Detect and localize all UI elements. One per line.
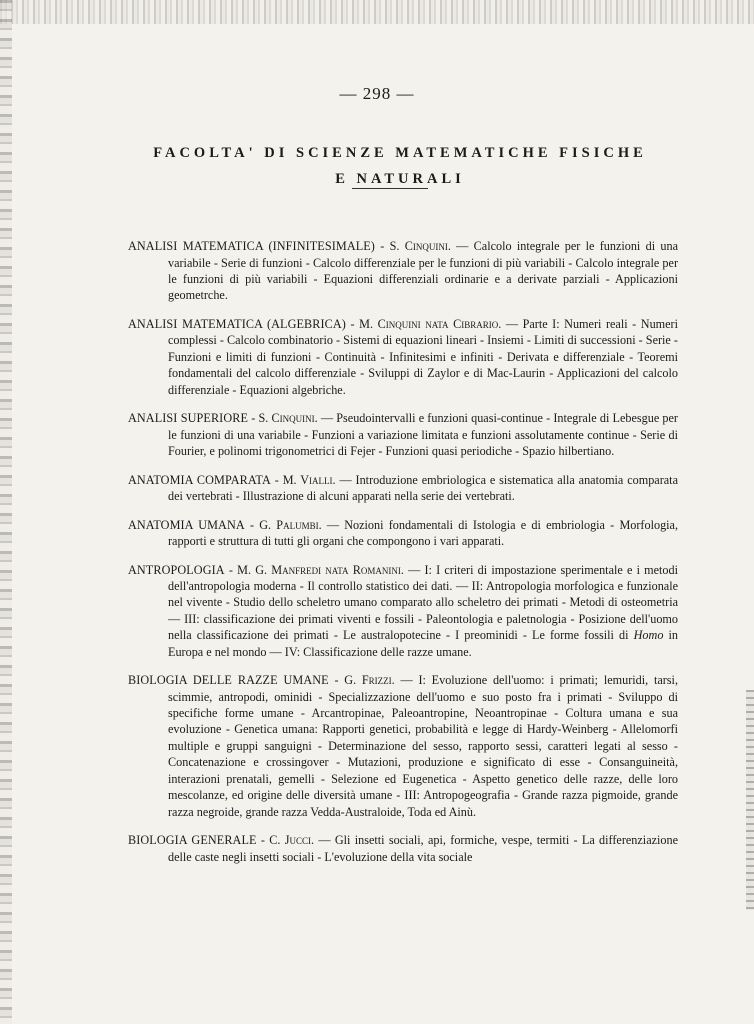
course-teacher: M. Cinquini nata Cibrario. — [359, 317, 502, 331]
course-entry-biologia-generale — [128, 832, 678, 865]
course-entry-analisi-infinitesimale — [128, 238, 678, 304]
course-separator: - — [248, 411, 259, 426]
course-entry-antropologia — [128, 562, 678, 660]
course-separator: - — [256, 833, 270, 848]
course-separator: - — [224, 562, 238, 577]
course-content-after-italic: in Europa e nel mondo — IV: Classificazione delle razze umane. — [168, 628, 678, 659]
course-content: — Nozioni fondamentali di Istologia e di embriologia - Morfologia, rapporti e struttura di tutti gli organi che compongono i vari apparati. — [168, 517, 679, 549]
course-content: — Pseudointervalli e funzioni quasi-continue - Integrale di Lebesgue per le funzioni di una variabile - Funzioni a variazione limitata e funzioni assolutamente continue - Serie di Fourier, e polinomi trigonometrici di Fejer - Funzioni quasi periodiche - Spazio hilbertiano. — [168, 411, 678, 459]
course-content: — Calcolo integrale per le funzioni di una variabile - Serie di funzioni - Calcolo differenziale per le funzioni di più variabili - Calcolo integrale per le funzioni di più variabili - Equazioni differenziali ordinarie e a derivate parziali - Applicazioni geometrche. — [168, 239, 678, 303]
faculty-heading-line-2: E NATURALI — [335, 171, 465, 187]
course-teacher: C. Jucci. — [269, 833, 315, 848]
course-subject: ANALISI MATEMATICA (ALGEBRICA) — [128, 317, 346, 331]
course-content: — Introduzione embriologica e sistematica alla anatomia comparata dei vertebrati - Illustrazione di alcuni apparati nella serie dei vertebrati. — [168, 472, 678, 504]
faculty-heading-line-1: FACOLTA' DI SCIENZE MATEMATICHE FISICHE — [153, 145, 647, 161]
heading-rule — [352, 188, 428, 189]
course-teacher: G. Frizzi. — [344, 673, 395, 688]
course-separator: - — [374, 239, 390, 254]
course-teacher: G. Palumbi. — [259, 517, 322, 532]
course-teacher: M. Vialli. — [282, 472, 336, 487]
course-separator: - — [345, 317, 360, 331]
course-subject: ANALISI MATEMATICA (INFINITESIMALE) — [128, 239, 375, 254]
course-subject: ANTROPOLOGIA — [128, 562, 225, 577]
course-subject: ANATOMIA UMANA — [128, 517, 245, 532]
course-content-italic: Homo — [633, 628, 664, 643]
page-number: — 298 — — [339, 84, 415, 103]
faculty-heading — [120, 140, 680, 192]
scan-left-edge — [0, 0, 12, 1024]
course-subject: ANATOMIA COMPARATA — [128, 472, 271, 487]
course-content-before-italic: — I: I criteri di impostazione sperimentale e i metodi dell'antropologia moderna - Il controllo statistico dei dati. — II: Antropologia morfologica e funzionale nel vivente - Studio dello scheletro umano comparato allo scheletro dei primati - Metodi di osteometria — III: classificazione dei primati viventi e fossili - Paleontologia e paletnologia - Posizione dell'uomo nella classificazione dei primati - Le australopotecine - I preominidi - Le forme fossili di — [168, 562, 678, 643]
course-entry-analisi-algebrica — [128, 316, 678, 398]
course-teacher: M. G. Manfredi nata Romanini. — [237, 562, 404, 577]
course-content: — Parte I: Numeri reali - Numeri complessi - Calcolo combinatorio - Sistemi di equazioni lineari - Insiemi - Limiti di successioni - Serie - Funzioni e limiti di funzioni - Continuità - Infinitesimi e infiniti - Derivata e differenziale - Teoremi fondamentali del calcolo differenziale - Sviluppi di Zaylor e di Mac-Laurin - Applicazioni del calcolo differenziale - Equazioni algebriche. — [168, 317, 679, 397]
course-content — [168, 563, 678, 659]
course-entry-anatomia-comparata — [128, 472, 678, 505]
course-separator: - — [328, 673, 345, 688]
course-content: — I: Evoluzione dell'uomo: i primati; lemuridi, tarsi, scimmie, antropodi, ominidi - Specializzazione dell'uomo e suo posto fra i primati - Sviluppo di specifiche forme umane - Arcantropinae, Paleoantropine, Neoantropinae - Coltura umana e sua evoluzione - Genetica umana: Rapporti genetici, probabilità e legge di Hardy-Weinberg - Allelomorfi multiple e gruppi sanguigni - Determinazione del sesso, rapporto sessi, caratteri legati al sesso - Concatenazione e crossingover - Mutazioni, produzione e significato di esse - Consanguineità, interazioni prenatali, gemelli - Selezione ed Eugenetica - Aspetto genetico delle razze, delle loro mescolanze, ed origine delle diversità umane - III: Antropogeografia - Grande razza pigmoide, grande razza negroide, grande razza Vedda-Australoide, Toda ed Ainù. — [168, 673, 678, 819]
course-subject: ANALISI SUPERIORE — [128, 411, 249, 426]
course-entry-anatomia-umana — [128, 517, 678, 550]
course-teacher: S. Cinquini. — [389, 239, 451, 254]
course-subject: BIOLOGIA DELLE RAZZE UMANE — [128, 673, 329, 688]
course-subject: BIOLOGIA GENERALE — [128, 833, 257, 848]
course-separator: - — [270, 472, 283, 487]
course-separator: - — [244, 517, 260, 532]
course-list — [128, 226, 678, 877]
scan-top-edge — [0, 0, 754, 24]
course-entry-analisi-superiore — [128, 410, 678, 459]
scan-right-edge — [746, 690, 754, 910]
course-teacher: S. Cinquini. — [258, 411, 318, 426]
course-content: — Gli insetti sociali, api, formiche, vespe, termiti - La differenziazione delle caste negli insetti sociali - L'evoluzione della vita sociale — [168, 833, 678, 864]
course-entry-biologia-razze-umane — [128, 672, 678, 820]
